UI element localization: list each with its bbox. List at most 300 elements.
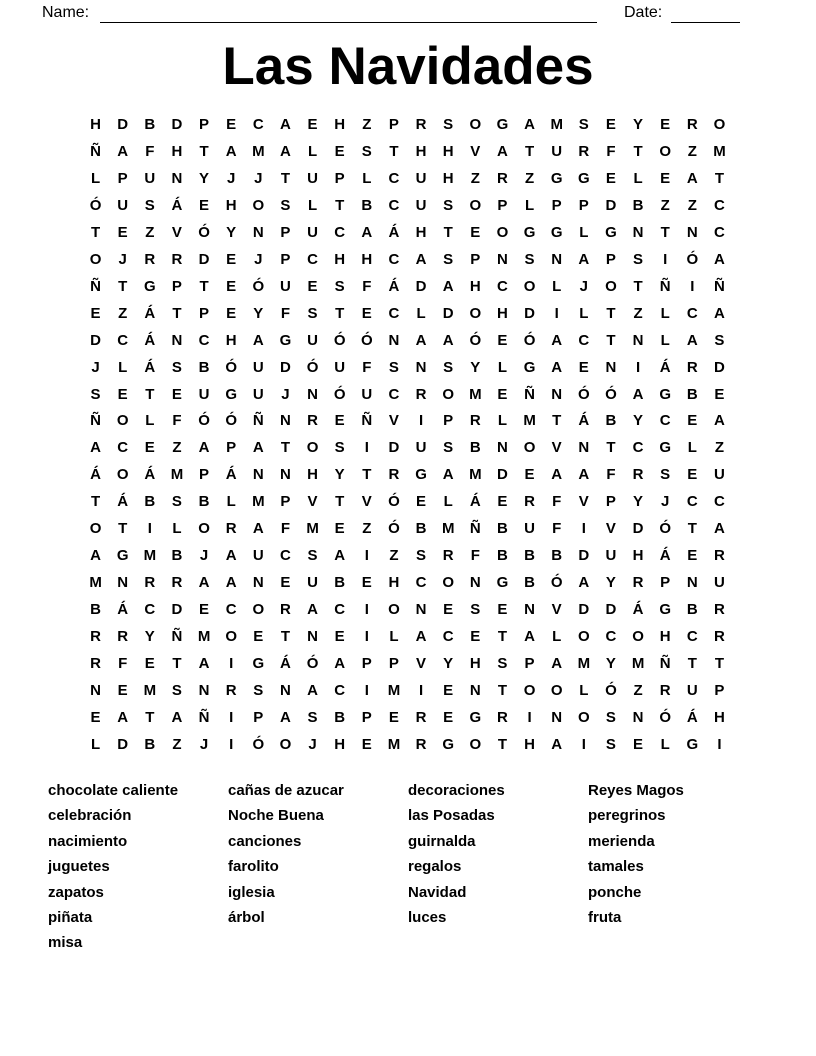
grid-letter: S [307, 547, 318, 565]
grid-letter: E [497, 601, 508, 619]
grid-letter: F [280, 520, 291, 538]
grid-letter: P [361, 708, 372, 726]
grid-letter: Á [144, 331, 156, 349]
grid-letter: E [90, 304, 101, 322]
grid-letter: A [198, 439, 210, 457]
grid-letter: D [90, 331, 101, 349]
grid-letter: T [606, 331, 616, 349]
grid-row [82, 193, 733, 220]
grid-letter: G [415, 466, 427, 484]
grid-letter: A [686, 331, 698, 349]
grid-letter: N [252, 223, 264, 241]
grid-letter: O [605, 277, 617, 295]
grid-letter: I [229, 655, 234, 673]
grid-letter: O [550, 682, 563, 700]
grid-letter: R [415, 385, 427, 403]
grid-letter: Á [686, 708, 698, 726]
word-list-column [48, 778, 228, 956]
grid-letter: O [469, 735, 482, 753]
grid-letter: P [226, 439, 237, 457]
grid-letter: J [308, 735, 317, 753]
grid-letter: U [252, 547, 264, 565]
grid-letter: P [388, 655, 399, 673]
grid-letter: J [661, 493, 670, 511]
grid-letter: S [443, 196, 454, 214]
grid-letter: R [225, 520, 237, 538]
grid-letter: G [279, 331, 292, 349]
grid-letter: C [686, 304, 698, 322]
grid-letter: J [118, 250, 127, 268]
grid-letter: A [497, 142, 508, 160]
grid-letter: T [552, 412, 562, 430]
grid-letter: C [686, 628, 698, 646]
grid-letter: I [364, 439, 369, 457]
grid-letter: P [388, 116, 399, 133]
word-item: merienda [588, 832, 655, 850]
grid-letter: G [577, 169, 590, 187]
grid-letter: O [632, 628, 644, 646]
grid-letter: M [143, 682, 157, 700]
grid-letter: Ó [360, 331, 373, 349]
grid-letter: P [199, 304, 210, 322]
word-item: ponche [588, 883, 642, 901]
grid-letter: L [118, 358, 128, 376]
grid-letter: J [227, 169, 236, 187]
name-label: Name: [42, 4, 90, 21]
grid-letter: H [415, 223, 427, 241]
grid-letter: I [554, 304, 559, 322]
grid-letter: M [170, 466, 184, 484]
grid-letter: P [551, 196, 562, 214]
grid-letter: E [307, 116, 318, 133]
grid-letter: E [226, 304, 237, 322]
grid-letter: E [497, 331, 508, 349]
grid-letter: C [388, 196, 400, 214]
grid-letter: Y [199, 169, 210, 187]
grid-row [82, 489, 733, 516]
grid-letter: A [551, 466, 563, 484]
grid-letter: B [171, 547, 183, 565]
grid-row [82, 705, 733, 732]
grid-letter: T [172, 655, 182, 673]
grid-letter: T [687, 520, 697, 538]
grid-letter: D [442, 304, 454, 322]
grid-letter: G [659, 439, 672, 457]
grid-letter: S [171, 682, 182, 700]
grid-letter: T [606, 439, 616, 457]
grid-letter: S [443, 358, 454, 376]
grid-letter: G [550, 169, 563, 187]
grid-letter: A [551, 735, 563, 753]
grid-letter: S [470, 601, 481, 619]
grid-letter: O [577, 628, 590, 646]
word-item: luces [408, 909, 447, 927]
word-item: zapatos [48, 883, 104, 901]
grid-letter: A [415, 331, 427, 349]
grid-letter: Z [687, 196, 697, 214]
grid-letter: Ó [333, 385, 346, 403]
grid-letter: U [307, 574, 318, 592]
grid-letter: L [687, 439, 697, 457]
grid-letter: V [551, 601, 562, 619]
grid-letter: Y [470, 358, 481, 376]
grid-letter: A [225, 547, 237, 565]
grid-letter: S [497, 655, 508, 673]
grid-letter: I [581, 520, 586, 538]
grid-letter: D [578, 601, 590, 619]
grid-letter: I [418, 412, 424, 430]
page-title: Las Navidades [222, 37, 594, 96]
grid-letter: N [171, 169, 183, 187]
grid-letter: Ñ [90, 277, 101, 295]
grid-letter: P [497, 196, 508, 214]
grid-letter: J [254, 250, 263, 268]
grid-letter: I [418, 682, 424, 700]
grid-letter: Ó [225, 412, 238, 430]
word-list-column [228, 778, 408, 956]
grid-letter: T [172, 304, 182, 322]
grid-letter: T [118, 520, 128, 538]
grid-letter: G [225, 385, 238, 403]
grid-letter: U [307, 331, 318, 349]
grid-letter: N [388, 331, 400, 349]
grid-letter: H [524, 735, 535, 753]
grid-letter: Ó [225, 358, 238, 376]
grid-letter: L [660, 735, 670, 753]
grid-letter: P [361, 655, 372, 673]
grid-letter: N [252, 466, 264, 484]
grid-letter: F [606, 142, 616, 160]
grid-letter: L [362, 169, 372, 187]
grid-letter: Y [334, 466, 345, 484]
grid-letter: L [443, 493, 453, 511]
grid-letter: P [280, 250, 291, 268]
grid-row [82, 328, 733, 355]
grid-letter: C [442, 628, 454, 646]
grid-letter: Ñ [524, 385, 535, 403]
grid-letter: Ó [306, 655, 319, 673]
grid-letter: A [171, 708, 183, 726]
grid-letter: Y [633, 116, 644, 133]
grid-letter: Ñ [659, 277, 671, 295]
grid-letter: A [252, 520, 264, 538]
grid-letter: M [252, 142, 265, 160]
grid-letter: E [660, 169, 671, 187]
grid-row [82, 597, 733, 624]
grid-letter: D [388, 439, 400, 457]
grid-letter: I [690, 277, 695, 295]
grid-letter: L [90, 169, 101, 187]
grid-letter: C [334, 223, 346, 241]
grid-letter: T [362, 466, 372, 484]
grid-letter: U [252, 385, 264, 403]
grid-letter: E [199, 196, 210, 214]
grid-letter: P [199, 466, 210, 484]
grid-letter: R [225, 682, 237, 700]
grid-letter: E [280, 574, 291, 592]
grid-letter: O [442, 574, 455, 592]
grid-letter: B [334, 574, 346, 592]
grid-letter: R [171, 250, 183, 268]
grid-letter: C [252, 116, 264, 133]
grid-letter: N [686, 223, 698, 241]
grid-letter: C [415, 574, 427, 592]
grid-letter: G [523, 223, 536, 241]
grid-letter: E [226, 116, 237, 133]
grid-letter: C [307, 250, 318, 268]
grid-letter: N [415, 358, 427, 376]
grid-letter: R [714, 547, 725, 565]
grid-letter: I [364, 682, 369, 700]
grid-letter: G [659, 601, 672, 619]
grid-letter: O [523, 439, 536, 457]
grid-letter: A [551, 331, 563, 349]
grid-letter: U [605, 547, 617, 565]
grid-letter: J [254, 169, 263, 187]
grid-letter: R [144, 250, 156, 268]
grid-letter: R [524, 493, 535, 511]
grid-letter: U [415, 169, 427, 187]
grid-letter: Á [280, 655, 291, 673]
grid-letter: C [225, 601, 237, 619]
grid-letter: A [307, 682, 318, 700]
grid-row [82, 651, 733, 678]
grid-letter: E [497, 385, 508, 403]
grid-letter: E [470, 628, 481, 646]
grid-letter: L [579, 304, 589, 322]
word-item: fruta [588, 909, 622, 927]
grid-letter: O [442, 385, 455, 403]
grid-letter: C [578, 331, 590, 349]
grid-letter: L [307, 196, 318, 214]
grid-letter: Z [687, 142, 697, 160]
grid-letter: L [660, 304, 670, 322]
grid-letter: A [198, 574, 210, 592]
grid-letter: R [632, 466, 644, 484]
grid-letter: T [660, 223, 670, 241]
grid-letter: I [364, 601, 369, 619]
grid-letter: E [524, 466, 535, 484]
grid-letter: D [117, 116, 129, 133]
word-list [48, 778, 788, 956]
grid-letter: Ó [388, 520, 400, 538]
grid-letter: H [632, 547, 644, 565]
grid-letter: N [605, 358, 617, 376]
grid-letter: U [334, 358, 346, 376]
grid-letter: A [442, 331, 454, 349]
grid-letter: O [252, 196, 265, 214]
grid-letter: B [632, 196, 644, 214]
grid-letter: L [226, 493, 236, 511]
grid-letter: O [469, 116, 482, 133]
grid-letter: O [116, 412, 129, 430]
grid-letter: M [387, 735, 401, 753]
grid-letter: E [605, 169, 616, 187]
grid-letter: A [225, 574, 237, 592]
grid-letter: H [225, 196, 237, 214]
grid-letter: N [280, 412, 291, 430]
grid-letter: E [253, 628, 264, 646]
grid-letter: T [280, 439, 291, 457]
grid-row [82, 112, 733, 139]
grid-letter: V [307, 493, 318, 511]
grid-letter: A [307, 601, 318, 619]
grid-letter: E [199, 601, 210, 619]
grid-letter: U [551, 142, 563, 160]
grid-letter: Á [225, 466, 237, 484]
grid-letter: Z [389, 547, 399, 565]
grid-letter: H [659, 628, 671, 646]
grid-letter: G [496, 574, 509, 592]
grid-letter: N [252, 574, 264, 592]
grid-letter: Ñ [198, 708, 210, 726]
grid-letter: A [551, 655, 563, 673]
grid-letter: G [116, 547, 129, 565]
grid-letter: Z [633, 304, 643, 322]
grid-letter: S [443, 116, 454, 133]
grid-letter: E [361, 735, 372, 753]
grid-letter: E [117, 682, 128, 700]
grid-letter: Z [660, 196, 670, 214]
grid-letter: C [117, 331, 129, 349]
grid-letter: O [198, 520, 210, 538]
grid-letter: E [687, 412, 698, 430]
grid-letter: S [171, 493, 182, 511]
grid-letter: D [632, 520, 644, 538]
grid-letter: O [469, 304, 482, 322]
grid-row [82, 247, 733, 274]
grid-letter: C [714, 223, 725, 241]
grid-letter: E [687, 547, 698, 565]
grid-letter: N [578, 439, 590, 457]
word-item: tamales [588, 858, 644, 876]
grid-letter: I [364, 547, 369, 565]
grid-letter: C [714, 196, 725, 214]
grid-letter: O [116, 466, 129, 484]
grid-letter: P [117, 169, 128, 187]
grid-letter: C [605, 628, 617, 646]
grid-letter: V [171, 223, 182, 241]
grid-letter: E [578, 358, 589, 376]
grid-letter: T [118, 277, 128, 295]
grid-letter: U [144, 169, 156, 187]
grid-letter: E [334, 142, 345, 160]
grid-letter: S [144, 196, 155, 214]
grid-letter: C [388, 304, 400, 322]
grid-letter: N [686, 574, 698, 592]
grid-letter: Z [172, 439, 182, 457]
grid-letter: Á [171, 196, 183, 214]
grid-letter: N [280, 682, 291, 700]
grid-letter: A [714, 520, 725, 538]
grid-letter: H [90, 116, 101, 133]
grid-letter: I [229, 708, 234, 726]
grid-letter: O [306, 439, 319, 457]
grid-letter: O [496, 223, 509, 241]
word-item: iglesia [228, 883, 275, 901]
word-item: árbol [228, 909, 265, 927]
grid-letter: Ó [605, 385, 617, 403]
grid-letter: Ó [686, 250, 699, 268]
grid-letter: Ó [605, 682, 617, 700]
grid-letter: L [416, 304, 426, 322]
grid-letter: F [118, 655, 128, 673]
grid-letter: Ñ [714, 277, 725, 295]
grid-letter: Á [659, 358, 671, 376]
grid-letter: S [253, 682, 264, 700]
grid-letter: P [171, 277, 182, 295]
grid-letter: Y [605, 574, 616, 592]
grid-letter: Ñ [90, 412, 101, 430]
grid-letter: U [686, 682, 698, 700]
grid-letter: L [497, 412, 508, 430]
grid-letter: D [198, 250, 210, 268]
grid-letter: F [172, 412, 182, 430]
grid-letter: L [552, 628, 562, 646]
grid-letter: S [633, 250, 644, 268]
grid-letter: A [551, 358, 563, 376]
grid-letter: E [144, 439, 155, 457]
grid-letter: F [552, 520, 562, 538]
grid-letter: Ó [550, 574, 563, 592]
grid-letter: T [497, 628, 508, 646]
grid-letter: M [441, 520, 455, 538]
grid-letter: R [686, 358, 698, 376]
grid-letter: S [280, 196, 291, 214]
grid-letter: M [89, 574, 102, 592]
grid-letter: B [524, 547, 535, 565]
grid-letter: T [524, 142, 535, 160]
grid-letter: O [577, 708, 590, 726]
grid-letter: A [117, 708, 129, 726]
grid-letter: L [90, 735, 101, 753]
grid-letter: R [659, 682, 671, 700]
grid-letter: J [199, 735, 209, 753]
grid-letter: A [714, 304, 725, 322]
grid-letter: D [117, 735, 129, 753]
grid-letter: R [632, 574, 644, 592]
grid-letter: V [361, 493, 372, 511]
grid-letter: S [90, 385, 101, 403]
grid-letter: E [443, 682, 454, 700]
grid-letter: B [361, 196, 373, 214]
grid-letter: M [469, 385, 482, 403]
grid-letter: Z [714, 439, 725, 457]
grid-letter: M [143, 547, 157, 565]
grid-letter: E [117, 223, 128, 241]
grid-letter: U [524, 520, 535, 538]
grid-letter: T [335, 304, 345, 322]
grid-letter: I [229, 735, 234, 753]
grid-row [82, 274, 733, 301]
grid-letter: A [714, 250, 725, 268]
grid-letter: C [388, 169, 400, 187]
grid-letter: Z [145, 223, 155, 241]
word-item: nacimiento [48, 832, 128, 850]
grid-letter: Ó [523, 331, 536, 349]
grid-letter: U [198, 385, 210, 403]
grid-letter: O [89, 520, 102, 538]
grid-letter: L [633, 169, 643, 187]
word-item: misa [48, 934, 83, 952]
grid-letter: R [415, 735, 427, 753]
grid-letter: Ó [577, 385, 590, 403]
word-item: Noche Buena [228, 807, 324, 825]
grid-row [82, 166, 733, 193]
grid-letter: D [524, 304, 535, 322]
grid-letter: Z [172, 735, 182, 753]
grid-letter: L [497, 358, 508, 376]
